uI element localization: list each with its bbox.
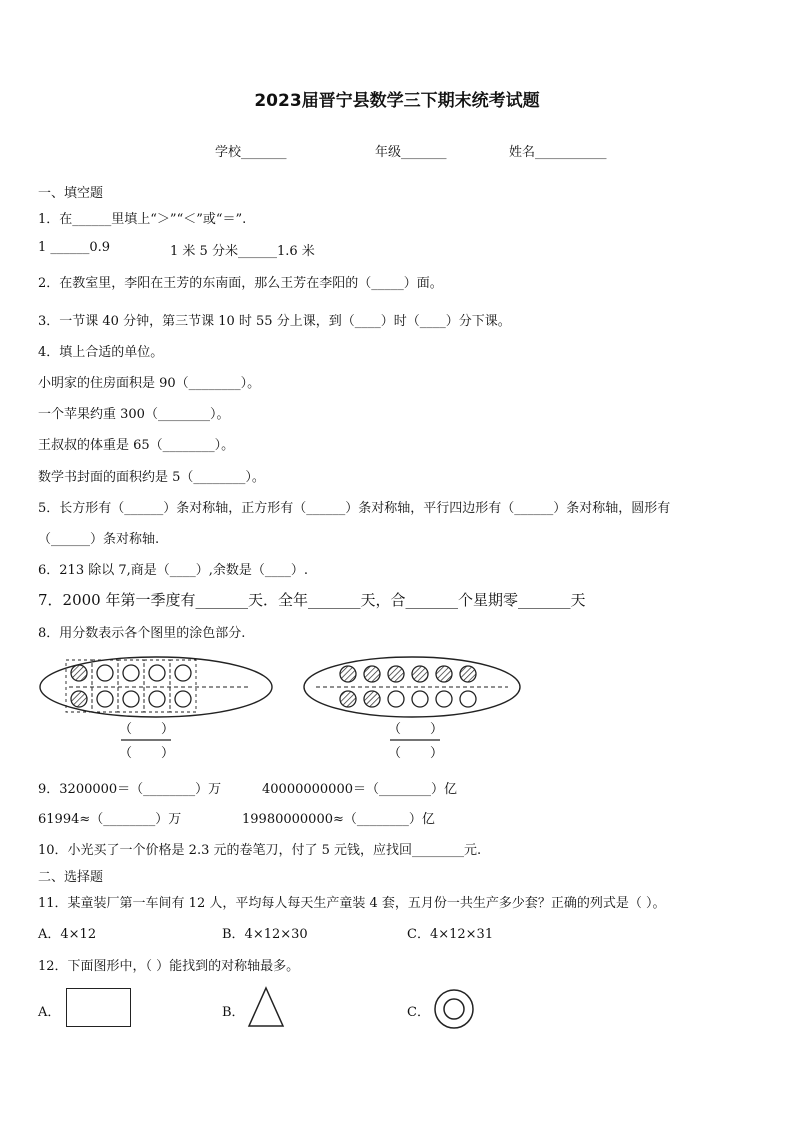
fig1-numerator-open: （ [119, 722, 133, 737]
question-9c: 61994≈（________）万 [38, 812, 182, 827]
unshaded-circle [97, 665, 113, 681]
question-5b: （______）条对称轴. [38, 532, 160, 547]
shaded-circle [340, 691, 356, 707]
question-12: 12．下面图形中，（ ）能找到的对称轴最多。 [38, 959, 300, 974]
shaded-circle [436, 666, 452, 682]
option-12c[interactable]: C． [407, 1005, 430, 1020]
unshaded-circle [123, 665, 139, 681]
fig2-denominator-close: ） [430, 746, 444, 761]
question-10: 10．小光买了一个价格是 2.3 元的卷笔刀，付了 5 元钱，应找回________元. [38, 843, 482, 858]
unshaded-circle [175, 691, 191, 707]
question-9b: 40000000000＝（________）亿 [262, 782, 457, 797]
question-1a: 1 ______0.9 [38, 240, 111, 255]
unshaded-circle [123, 691, 139, 707]
school-field[interactable]: 学校_______ [215, 145, 287, 160]
question-4: 4．填上合适的单位。 [38, 345, 164, 360]
fig1-denominator-close: ） [161, 746, 175, 761]
unshaded-circle [460, 691, 476, 707]
triangle-shape [246, 985, 286, 1029]
shaded-circle [412, 666, 428, 682]
option-12a[interactable]: A． [38, 1005, 61, 1020]
shaded-circle [71, 665, 87, 681]
question-2: 2．在教室里，李阳在王芳的东南面，那么王芳在李阳的（_____）面。 [38, 276, 443, 291]
question-9d: 19980000000≈（________）亿 [242, 812, 435, 827]
option-11b[interactable]: B．4×12×30 [222, 927, 308, 942]
section-choice: 二、选择题 [38, 870, 104, 885]
option-12b[interactable]: B． [222, 1005, 245, 1020]
fig2-numerator-open: （ [388, 722, 402, 737]
question-1b: 1 米 5 分米______1.6 米 [170, 244, 315, 259]
question-11: 11．某童装厂第一车间有 12 人，平均每人每天生产童装 4 套，五月份一共生产多少套？正确的列式是（ ）。 [38, 896, 666, 911]
option-11c[interactable]: C．4×12×31 [407, 927, 494, 942]
option-11a[interactable]: A．4×12 [38, 927, 97, 942]
shaded-circle [364, 666, 380, 682]
question-8: 8．用分数表示各个图里的涂色部分. [38, 626, 246, 641]
shaded-circle [460, 666, 476, 682]
shaded-circle [364, 691, 380, 707]
question-4a: 小明家的住房面积是 90（________）。 [38, 376, 261, 391]
fig2-numerator-close: ） [430, 722, 444, 737]
unshaded-circle [388, 691, 404, 707]
unshaded-circle [149, 691, 165, 707]
page-title: 2023届晋宁县数学三下期末统考试题 [254, 91, 540, 111]
unshaded-circle [149, 665, 165, 681]
shaded-circle [340, 666, 356, 682]
question-9a: 9．3200000＝（________）万 [38, 782, 222, 797]
grade-field[interactable]: 年级_______ [375, 145, 447, 160]
question-1: 1．在______里填上“＞”“＜”或“＝”. [38, 212, 247, 227]
question-3: 3．一节课 40 分钟，第三节课 10 时 55 分上课，到（____）时（____）分下课。 [38, 314, 511, 329]
question-5: 5．长方形有（______）条对称轴，正方形有（______）条对称轴，平行四边形有（______）条对称轴，圆形有 [38, 501, 671, 516]
figure-2-ellipse [302, 655, 532, 765]
name-field[interactable]: 姓名___________ [509, 145, 607, 160]
question-4d: 数学书封面的面积约是 5（________）。 [38, 470, 265, 485]
unshaded-circle [412, 691, 428, 707]
fig1-numerator-close: ） [161, 722, 175, 737]
concentric-circles-shape [432, 987, 476, 1031]
question-4c: 王叔叔的体重是 65（________）。 [38, 438, 235, 453]
fig1-denominator-open: （ [119, 746, 133, 761]
question-6: 6．213 除以 7,商是（____）,余数是（____）. [38, 563, 309, 578]
figure-1-ellipse [38, 655, 278, 765]
unshaded-circle [175, 665, 191, 681]
section-fill-blank: 一、填空题 [38, 186, 104, 201]
shaded-circle [71, 691, 87, 707]
rectangle-shape [66, 988, 131, 1027]
question-7: 7．2000 年第一季度有_______天．全年_______天，合_______个星期零_______天 [38, 591, 586, 609]
shaded-circle [388, 666, 404, 682]
question-4b: 一个苹果约重 300（________）。 [38, 407, 230, 422]
fig2-denominator-open: （ [388, 746, 402, 761]
unshaded-circle [436, 691, 452, 707]
unshaded-circle [97, 691, 113, 707]
